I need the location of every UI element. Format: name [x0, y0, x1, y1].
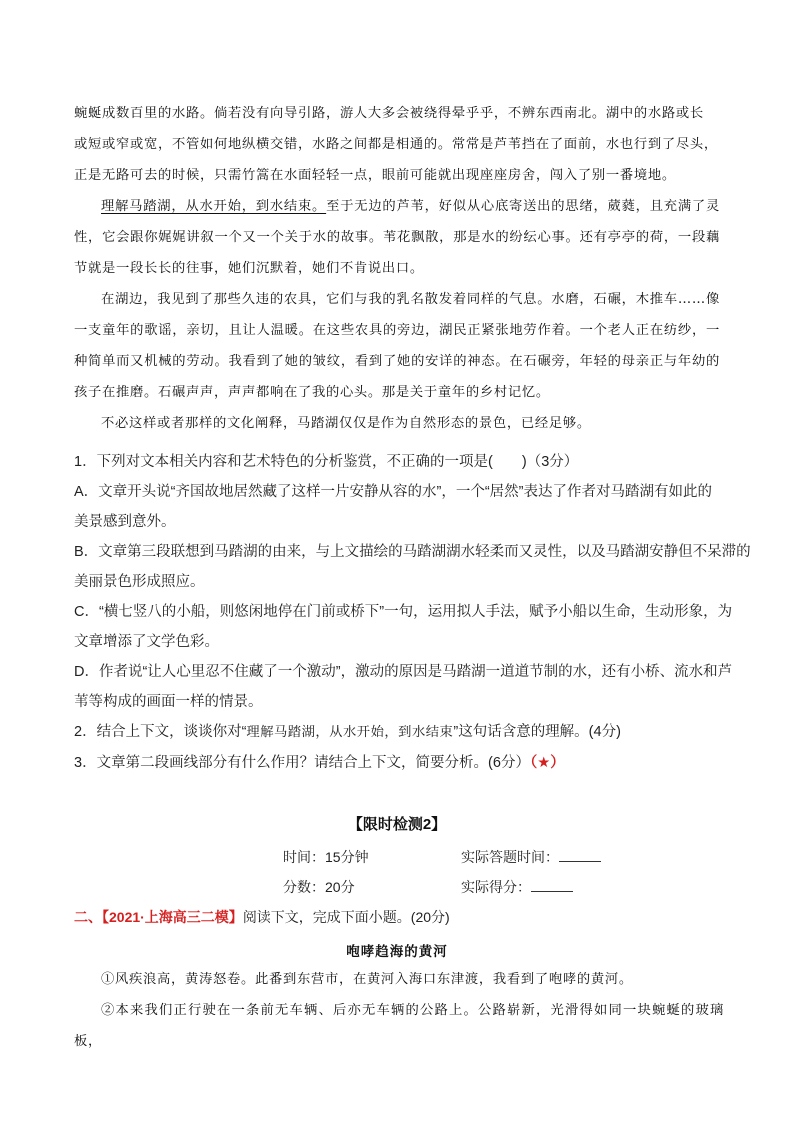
passage-line-1: 蜿蜒成数百里的水路。倘若没有向导引路，游人大多会被绕得晕乎乎，不辨东西南北。湖中的水路或长 — [74, 106, 704, 121]
passage-paragraph-3: 在湖边，我见到了那些久违的农具，它们与我的乳名散发着同样的气息。水磨，石碾，木推车……像一支童年的歌谣，亲切，且让人温暖。在这些农具的旁边，湖民正紧张地劳作着。一个老人正在纺纱，一种简单而又机械的劳动。我看到了她的皱纹，看到了她的安详的神态。在石碾旁，年轻的母亲正与年幼的孩子在推磨。石碾声声，声声都响在了我的心头。那是关于童年的乡村记忆。 — [74, 292, 720, 400]
option-b-line-2: 美丽景色形成照应。 — [74, 574, 205, 590]
actual-score-field — [461, 877, 573, 897]
actual-score-blank[interactable] — [531, 890, 573, 892]
passage-paragraph-2 — [74, 191, 720, 284]
option-a-line-2: 美景感到意外。 — [74, 514, 176, 530]
option-a-line-1: A．文章开头说“齐国故地居然藏了这样一片安静从容的水”，一个“居然”表达了作者对马踏湖有如此的 — [74, 484, 712, 500]
question-2 — [74, 717, 724, 748]
question-2-prefix: 2．结合上下文，谈谈你对“ — [74, 724, 247, 740]
source-tag: 【2021·上海高三二模】 — [102, 909, 243, 925]
option-c-line-1: C．“横七竖八的小船，则悠闲地停在门前或桥下”一句，运用拟人手法，赋予小船以生命，生动形象，为 — [74, 604, 733, 620]
questions — [74, 447, 751, 778]
reading-title: 咆哮趋海的黄河 — [346, 944, 448, 960]
actual-score-label: 实际得分： — [461, 879, 531, 895]
question-3 — [74, 748, 724, 778]
difficulty-star-icon: （★） — [529, 755, 565, 771]
actual-time-label: 实际答题时间： — [461, 849, 559, 865]
reading-passage — [74, 964, 724, 1057]
actual-time-field — [461, 847, 601, 867]
reading-paragraph-2: ②本来我们正行驶在一条前无车辆、后亦无车辆的公路上。公路崭新，光滑得如同一块蜿蜒的玻璃板， — [74, 1003, 724, 1049]
reading-paragraph-1: ①风疾浪高，黄涛怒卷。此番到东营市，在黄河入海口东津渡，我看到了咆哮的黄河。 — [101, 972, 633, 987]
actual-time-blank[interactable] — [559, 860, 601, 862]
option-d-line-2: 苇等构成的画面一样的情景。 — [74, 694, 263, 710]
test-title: 【限时检测2】 — [347, 816, 447, 833]
section-2-prefix: 二、 — [74, 909, 102, 925]
score-label: 分数：20分 — [283, 879, 355, 895]
question-1-stem: 1．下列对文本相关内容和艺术特色的分析鉴赏，不正确的一项是( )（3分） — [74, 454, 579, 470]
passage-paragraph-4: 不必这样或者那样的文化阐释，马踏湖仅仅是作为自然形态的景色，已经足够。 — [101, 416, 591, 431]
time-label: 时间：15分钟 — [283, 849, 369, 865]
option-b-line-1: B．文章第三段联想到马踏湖的由来，与上文描绘的马踏湖湖水轻柔而又灵性，以及马踏湖安静但不呆滞的 — [74, 544, 751, 560]
passage-line-2: 或短或窄或宽，不管如何地纵横交错，水路之间都是相通的。常常是芦苇挡在了面前，水也行到了尽头， — [74, 137, 718, 152]
option-d-line-1: D．作者说“让人心里忍不住藏了一个激动”，激动的原因是马踏湖一道道节制的水，还有小桥、流水和芦 — [74, 664, 733, 680]
question-2-suffix: ”这句话含意的理解。(4分) — [453, 724, 621, 740]
option-c-line-2: 文章增添了文学色彩。 — [74, 634, 219, 650]
paragraph-2-text: 至于无边的芦苇，好似从心底寄送出的思绪，葳蕤，且充满了灵性，它会跟你娓娓讲叙一个又一个关于水的故事。苇花飘散，那是水的纷纭心事。还有亭亭的荷，一段藕节就是一段长长的往事，她们沉默着，她们不肯说出口。 — [74, 199, 720, 276]
section-2-instruction: 阅读下文，完成下面小题。(20分) — [242, 909, 450, 925]
passage — [74, 98, 720, 439]
passage-line-3: 正是无路可去的时候，只需竹篙在水面轻轻一点，眼前可能就出现座座房舍，闯入了别一番境地。 — [74, 168, 676, 183]
underlined-sentence: 理解马踏湖，从水开始，到水结束。 — [101, 199, 327, 214]
section-2-heading — [74, 907, 724, 927]
question-2-quote: 理解马踏湖，从水开始，到水结束 — [246, 725, 454, 740]
question-3-text: 3．文章第二段画线部分有什么作用？请结合上下文，简要分析。(6分） — [74, 755, 530, 771]
